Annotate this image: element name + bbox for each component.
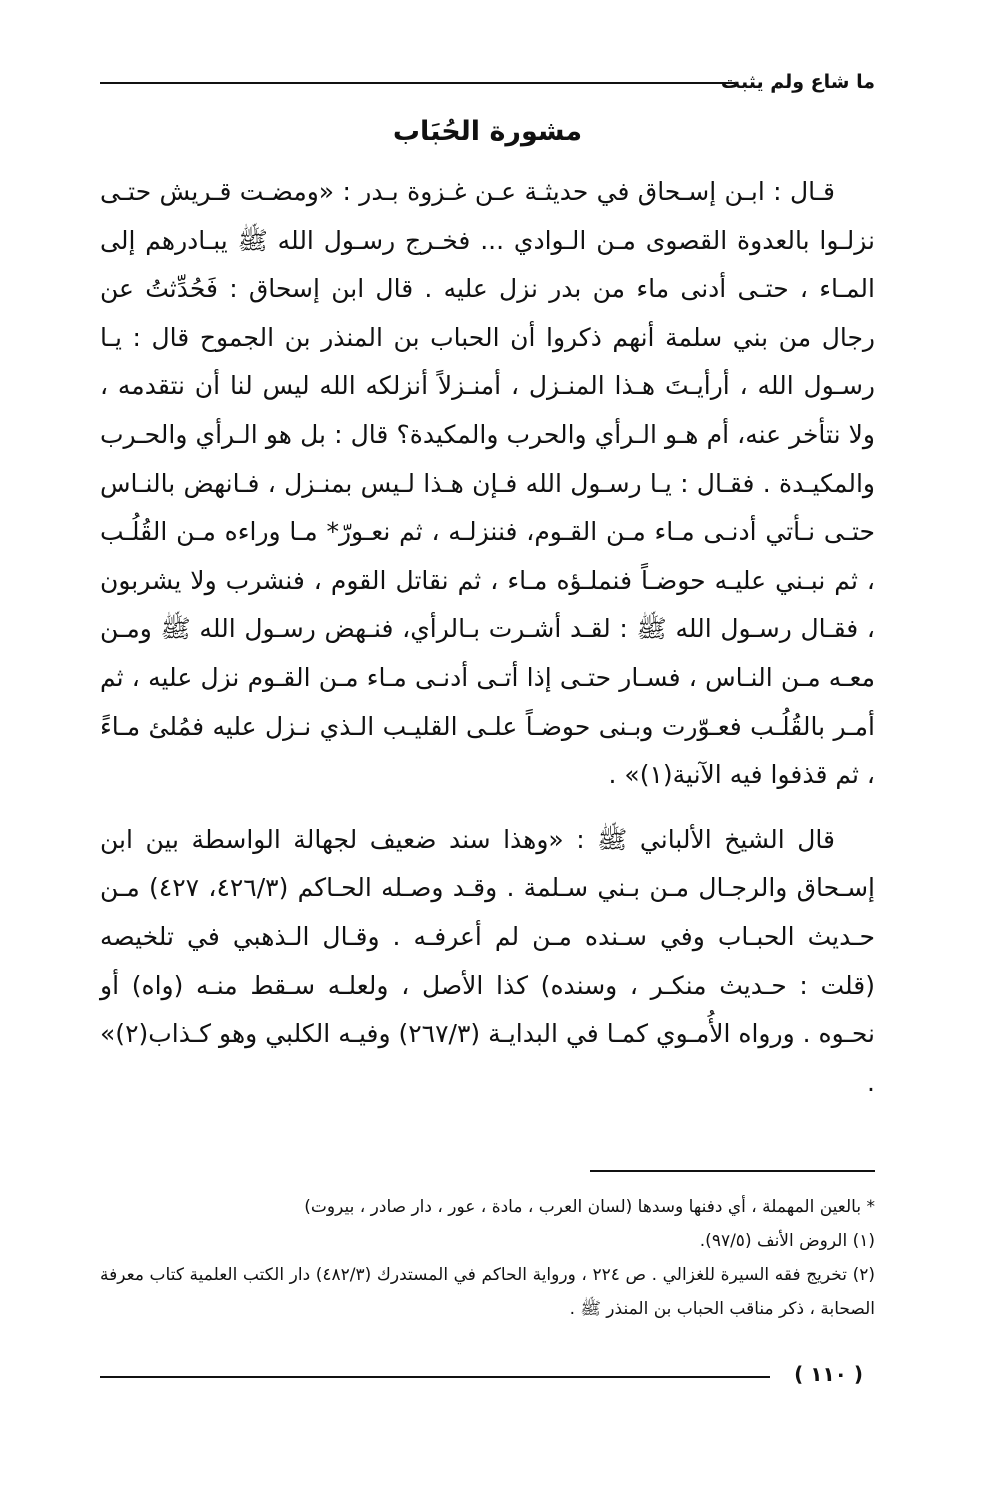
chapter-title: مشورة الحُبَاب (392, 116, 583, 147)
body-paragraph-1: قـال : ابـن إسـحاق في حديثـة عـن غـزوة بـدر : «ومضـت قـريش حتـى نزلـوا بالعدوة القصوى مـن الـوادي ... فخـرج رسـول الله ﷺ يبـادرهم إلى المـاء ، حتـى أدنى ماء من بدر نزل عليه . قال ابن إسحاق : فَحُدِّثتُ عن رجال من بني سلمة أنهم ذكروا أن الحباب بن المنذر بن الجموح قال : يـا رسـول الله ، أرأيـتَ هـذا المنـزل ، أمنـزلاً أنزلكه الله ليس لنا أن نتقدمه ، ولا نتأخر عنه، أم هـو الـرأي والحرب والمكيدة؟ قال : بل هو الـرأي والحـرب والمكيـدة . فقـال : يـا رسـول الله فـإن هـذا لـيس بمنـزل ، فـانهض بالنـاس حتـى نـأتي أدنـى مـاء مـن القـوم، فننزلـه ، ثم نعـورّ* مـا وراءه مـن القُلُـب ، ثم نبـني عليـه حوضـاً فنملـؤه مـاء ، ثم نقاتل القوم ، فنشرب ولا يشربون ، فقـال رسـول الله ﷺ : لقـد أشـرت بـالرأي، فنـهض رسـول الله ﷺ ومـن معـه مـن النـاس ، فسـار حتـى إذا أتـى أدنـى مـاء مـن القـوم نزل عليه ، ثم أمـر بالقُلُـب فعـوّرت وبـنى حوضـاً علـى القليـب الـذي نـزل عليه فمُلئ مـاءً ، ثم قذفوا فيه الآنية(١)» . (100, 177, 875, 790)
footnote-star: * بالعين المهملة ، أي دفنها وسدها (لسان العرب ، مادة ، عور ، دار صادر ، بيروت) (304, 1197, 875, 1217)
footnote-1: (١) الروض الأنف (٩٧/٥). (699, 1231, 875, 1251)
body-paragraph-2: قال الشيخ الألباني ﷺ : «وهذا سند ضعيف لجهالة الواسطة بين ابن إسـحاق والرجـال مـن بـني سـلمة . وقـد وصـله الحـاكم (٤٢٦/٣، ٤٢٧) مـن حـديث الحبـاب وفي سـنده مـن لم أعرفـه . وقـال الـذهبي في تلخيصه (قلت : حـديث منكـر ، وسنده) كذا الأصل ، ولعلـه سـقط منـه (واه) أو نحـوه . ورواه الأُمـوي كمـا في البدايـة (٢٦٧/٣) وفيـه الكلبي وهو كـذاب(٢)» . (100, 824, 875, 1097)
running-header (100, 68, 875, 98)
running-title: ما شاع ولم يثبت (720, 71, 875, 93)
page-footer (100, 1360, 875, 1390)
footnotes (100, 1190, 875, 1326)
footnote-separator (590, 1170, 875, 1172)
page-number: ( ١١٠ ) (794, 1362, 863, 1386)
footnote-2: (٢) تخريج فقه السيرة للغزالي . ص ٢٢٤ ، ورواية الحاكم في المستدرك (٤٨٢/٣) دار الكتب العلمية كتاب معرفة الصحابة ، ذكر مناقب الحباب بن المنذر ﷺ . (100, 1265, 875, 1319)
footer-rule (100, 1376, 770, 1378)
header-rule (100, 82, 735, 84)
body-text (100, 168, 875, 1107)
